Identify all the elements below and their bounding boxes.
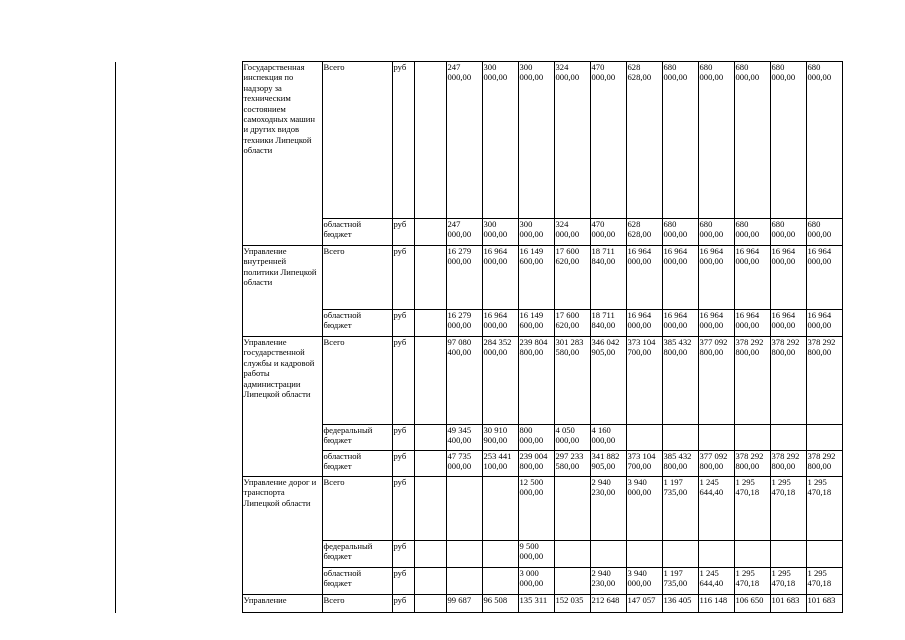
amount-cell: 377 092 800,00 xyxy=(698,451,734,477)
amount-cell: 3 940 000,00 xyxy=(626,568,662,595)
amount-cell: 9 500 000,00 xyxy=(518,541,554,568)
amount-cell xyxy=(698,541,734,568)
unit-cell: руб xyxy=(392,337,414,425)
amount-cell: 49 345 400,00 xyxy=(446,425,482,451)
amount-cell: 378 292 800,00 xyxy=(734,337,770,425)
amount-cell: 1 245 644,40 xyxy=(698,568,734,595)
amount-cell: 377 092 800,00 xyxy=(698,337,734,425)
amount-cell: 135 311 xyxy=(518,595,554,613)
amount-cell: 680 000,00 xyxy=(734,219,770,246)
amount-cell: 385 432 800,00 xyxy=(662,337,698,425)
amount-cell: 2 940 230,00 xyxy=(590,477,626,541)
amount-cell: 680 000,00 xyxy=(770,62,806,219)
amount-cell: 378 292 800,00 xyxy=(770,451,806,477)
amount-cell: 1 295 470,18 xyxy=(806,477,842,541)
amount-cell: 16 279 000,00 xyxy=(446,310,482,337)
amount-cell: 239 804 800,00 xyxy=(518,337,554,425)
amount-cell: 16 279 000,00 xyxy=(446,246,482,310)
amount-cell: 378 292 800,00 xyxy=(734,451,770,477)
amount-cell: 284 352 000,00 xyxy=(482,337,518,425)
amount-cell: 346 042 905,00 xyxy=(590,337,626,425)
amount-cell: 300 000,00 xyxy=(518,219,554,246)
empty-cell xyxy=(414,310,446,337)
amount-cell xyxy=(734,425,770,451)
funding-source-cell: федеральный бюджет xyxy=(322,541,392,568)
amount-cell: 97 080 400,00 xyxy=(446,337,482,425)
agency-cell: Государственная инспекция по надзору за техническим состоянием самоходных машин и других видов техники Липецкой области xyxy=(242,62,322,246)
funding-source-cell: областной бюджет xyxy=(322,451,392,477)
unit-cell: руб xyxy=(392,219,414,246)
amount-cell xyxy=(806,541,842,568)
funding-source-cell: Всего xyxy=(322,595,392,613)
amount-cell: 101 683 xyxy=(806,595,842,613)
amount-cell: 253 441 100,00 xyxy=(482,451,518,477)
amount-cell: 1 295 470,18 xyxy=(734,477,770,541)
table-row xyxy=(94,62,842,219)
amount-cell: 101 683 xyxy=(770,595,806,613)
amount-cell: 324 000,00 xyxy=(554,62,590,219)
amount-cell: 470 000,00 xyxy=(590,62,626,219)
amount-cell xyxy=(770,541,806,568)
unit-cell: руб xyxy=(392,310,414,337)
unit-cell: руб xyxy=(392,451,414,477)
unit-cell: руб xyxy=(392,595,414,613)
amount-cell xyxy=(662,425,698,451)
amount-cell xyxy=(446,541,482,568)
amount-cell: 17 600 620,00 xyxy=(554,310,590,337)
amount-cell: 16 964 000,00 xyxy=(806,246,842,310)
amount-cell xyxy=(770,425,806,451)
funding-source-cell: Всего xyxy=(322,246,392,310)
funding-source-cell: Всего xyxy=(322,477,392,541)
agency-cell: Управление дорог и транспорта Липецкой области xyxy=(242,477,322,595)
amount-cell: 800 000,00 xyxy=(518,425,554,451)
amount-cell: 1 197 735,00 xyxy=(662,477,698,541)
amount-cell xyxy=(554,477,590,541)
amount-cell: 378 292 800,00 xyxy=(806,451,842,477)
amount-cell: 301 283 580,00 xyxy=(554,337,590,425)
amount-cell: 680 000,00 xyxy=(734,62,770,219)
amount-cell: 16 964 000,00 xyxy=(770,246,806,310)
amount-cell: 4 050 000,00 xyxy=(554,425,590,451)
amount-cell: 18 711 840,00 xyxy=(590,246,626,310)
empty-cell xyxy=(414,477,446,541)
amount-cell: 17 600 620,00 xyxy=(554,246,590,310)
amount-cell xyxy=(446,477,482,541)
amount-cell: 385 432 800,00 xyxy=(662,451,698,477)
amount-cell: 680 000,00 xyxy=(806,219,842,246)
amount-cell: 16 964 000,00 xyxy=(698,310,734,337)
amount-cell: 16 964 000,00 xyxy=(626,246,662,310)
amount-cell xyxy=(662,541,698,568)
program-name-cell xyxy=(115,62,242,613)
amount-cell: 16 964 000,00 xyxy=(734,310,770,337)
budget-table xyxy=(94,61,843,613)
amount-cell: 1 197 735,00 xyxy=(662,568,698,595)
empty-cell xyxy=(414,425,446,451)
amount-cell: 4 160 000,00 xyxy=(590,425,626,451)
unit-cell: руб xyxy=(392,541,414,568)
amount-cell: 1 295 470,18 xyxy=(770,568,806,595)
amount-cell: 247 000,00 xyxy=(446,62,482,219)
amount-cell: 96 508 xyxy=(482,595,518,613)
unit-cell: руб xyxy=(392,477,414,541)
amount-cell xyxy=(554,568,590,595)
amount-cell xyxy=(446,568,482,595)
amount-cell: 378 292 800,00 xyxy=(770,337,806,425)
unit-cell: руб xyxy=(392,246,414,310)
amount-cell: 3 000 000,00 xyxy=(518,568,554,595)
amount-cell: 147 057 xyxy=(626,595,662,613)
amount-cell: 2 940 230,00 xyxy=(590,568,626,595)
amount-cell: 16 964 000,00 xyxy=(626,310,662,337)
amount-cell xyxy=(806,425,842,451)
amount-cell: 16 964 000,00 xyxy=(698,246,734,310)
amount-cell: 1 295 470,18 xyxy=(806,568,842,595)
unit-cell: руб xyxy=(392,425,414,451)
amount-cell: 680 000,00 xyxy=(662,62,698,219)
amount-cell: 116 148 xyxy=(698,595,734,613)
empty-cell xyxy=(414,451,446,477)
amount-cell xyxy=(626,425,662,451)
amount-cell: 212 648 xyxy=(590,595,626,613)
amount-cell: 16 964 000,00 xyxy=(482,246,518,310)
amount-cell: 680 000,00 xyxy=(698,62,734,219)
amount-cell: 16 149 600,00 xyxy=(518,246,554,310)
amount-cell: 16 964 000,00 xyxy=(662,310,698,337)
amount-cell: 470 000,00 xyxy=(590,219,626,246)
empty-cell xyxy=(414,62,446,219)
amount-cell: 30 910 900,00 xyxy=(482,425,518,451)
amount-cell: 16 964 000,00 xyxy=(482,310,518,337)
empty-cell xyxy=(414,337,446,425)
amount-cell: 136 405 xyxy=(662,595,698,613)
amount-cell: 628 628,00 xyxy=(626,62,662,219)
agency-cell: Управление государственной службы и кадровой работы администрации Липецкой области xyxy=(242,337,322,477)
amount-cell xyxy=(482,541,518,568)
amount-cell: 378 292 800,00 xyxy=(806,337,842,425)
amount-cell: 680 000,00 xyxy=(698,219,734,246)
funding-source-cell: областной бюджет xyxy=(322,568,392,595)
funding-source-cell: областной бюджет xyxy=(322,219,392,246)
funding-source-cell: федеральный бюджет xyxy=(322,425,392,451)
amount-cell: 628 628,00 xyxy=(626,219,662,246)
amount-cell: 3 940 000,00 xyxy=(626,477,662,541)
amount-cell: 16 149 600,00 xyxy=(518,310,554,337)
amount-cell xyxy=(554,541,590,568)
amount-cell: 99 687 xyxy=(446,595,482,613)
amount-cell: 680 000,00 xyxy=(662,219,698,246)
amount-cell: 12 500 000,00 xyxy=(518,477,554,541)
amount-cell: 341 882 905,00 xyxy=(590,451,626,477)
amount-cell: 152 035 xyxy=(554,595,590,613)
amount-cell: 1 295 470,18 xyxy=(770,477,806,541)
amount-cell: 373 104 700,00 xyxy=(626,451,662,477)
amount-cell: 680 000,00 xyxy=(770,219,806,246)
amount-cell: 373 104 700,00 xyxy=(626,337,662,425)
amount-cell: 16 964 000,00 xyxy=(770,310,806,337)
funding-source-cell: Всего xyxy=(322,337,392,425)
amount-cell: 16 964 000,00 xyxy=(806,310,842,337)
amount-cell xyxy=(626,541,662,568)
amount-cell: 16 964 000,00 xyxy=(734,246,770,310)
amount-cell: 106 650 xyxy=(734,595,770,613)
amount-cell: 47 735 000,00 xyxy=(446,451,482,477)
unit-cell: руб xyxy=(392,568,414,595)
amount-cell xyxy=(698,425,734,451)
amount-cell xyxy=(482,568,518,595)
amount-cell xyxy=(590,541,626,568)
amount-cell: 1 295 470,18 xyxy=(734,568,770,595)
amount-cell: 239 004 800,00 xyxy=(518,451,554,477)
amount-cell: 18 711 840,00 xyxy=(590,310,626,337)
empty-cell xyxy=(414,219,446,246)
funding-source-cell: Всего xyxy=(322,62,392,219)
amount-cell: 680 000,00 xyxy=(806,62,842,219)
amount-cell xyxy=(734,541,770,568)
amount-cell: 16 964 000,00 xyxy=(662,246,698,310)
unit-cell: руб xyxy=(392,62,414,219)
amount-cell: 324 000,00 xyxy=(554,219,590,246)
amount-cell: 300 000,00 xyxy=(518,62,554,219)
empty-cell xyxy=(414,541,446,568)
empty-cell xyxy=(414,568,446,595)
amount-cell xyxy=(482,477,518,541)
funding-source-cell: областной бюджет xyxy=(322,310,392,337)
empty-cell xyxy=(414,595,446,613)
amount-cell: 1 245 644,40 xyxy=(698,477,734,541)
amount-cell: 247 000,00 xyxy=(446,219,482,246)
agency-cell: Управление xyxy=(242,595,322,613)
row-number-cell xyxy=(94,62,115,613)
amount-cell: 300 000,00 xyxy=(482,62,518,219)
empty-cell xyxy=(414,246,446,310)
agency-cell: Управление внутренней политики Липецкой области xyxy=(242,246,322,337)
amount-cell: 300 000,00 xyxy=(482,219,518,246)
amount-cell: 297 233 580,00 xyxy=(554,451,590,477)
